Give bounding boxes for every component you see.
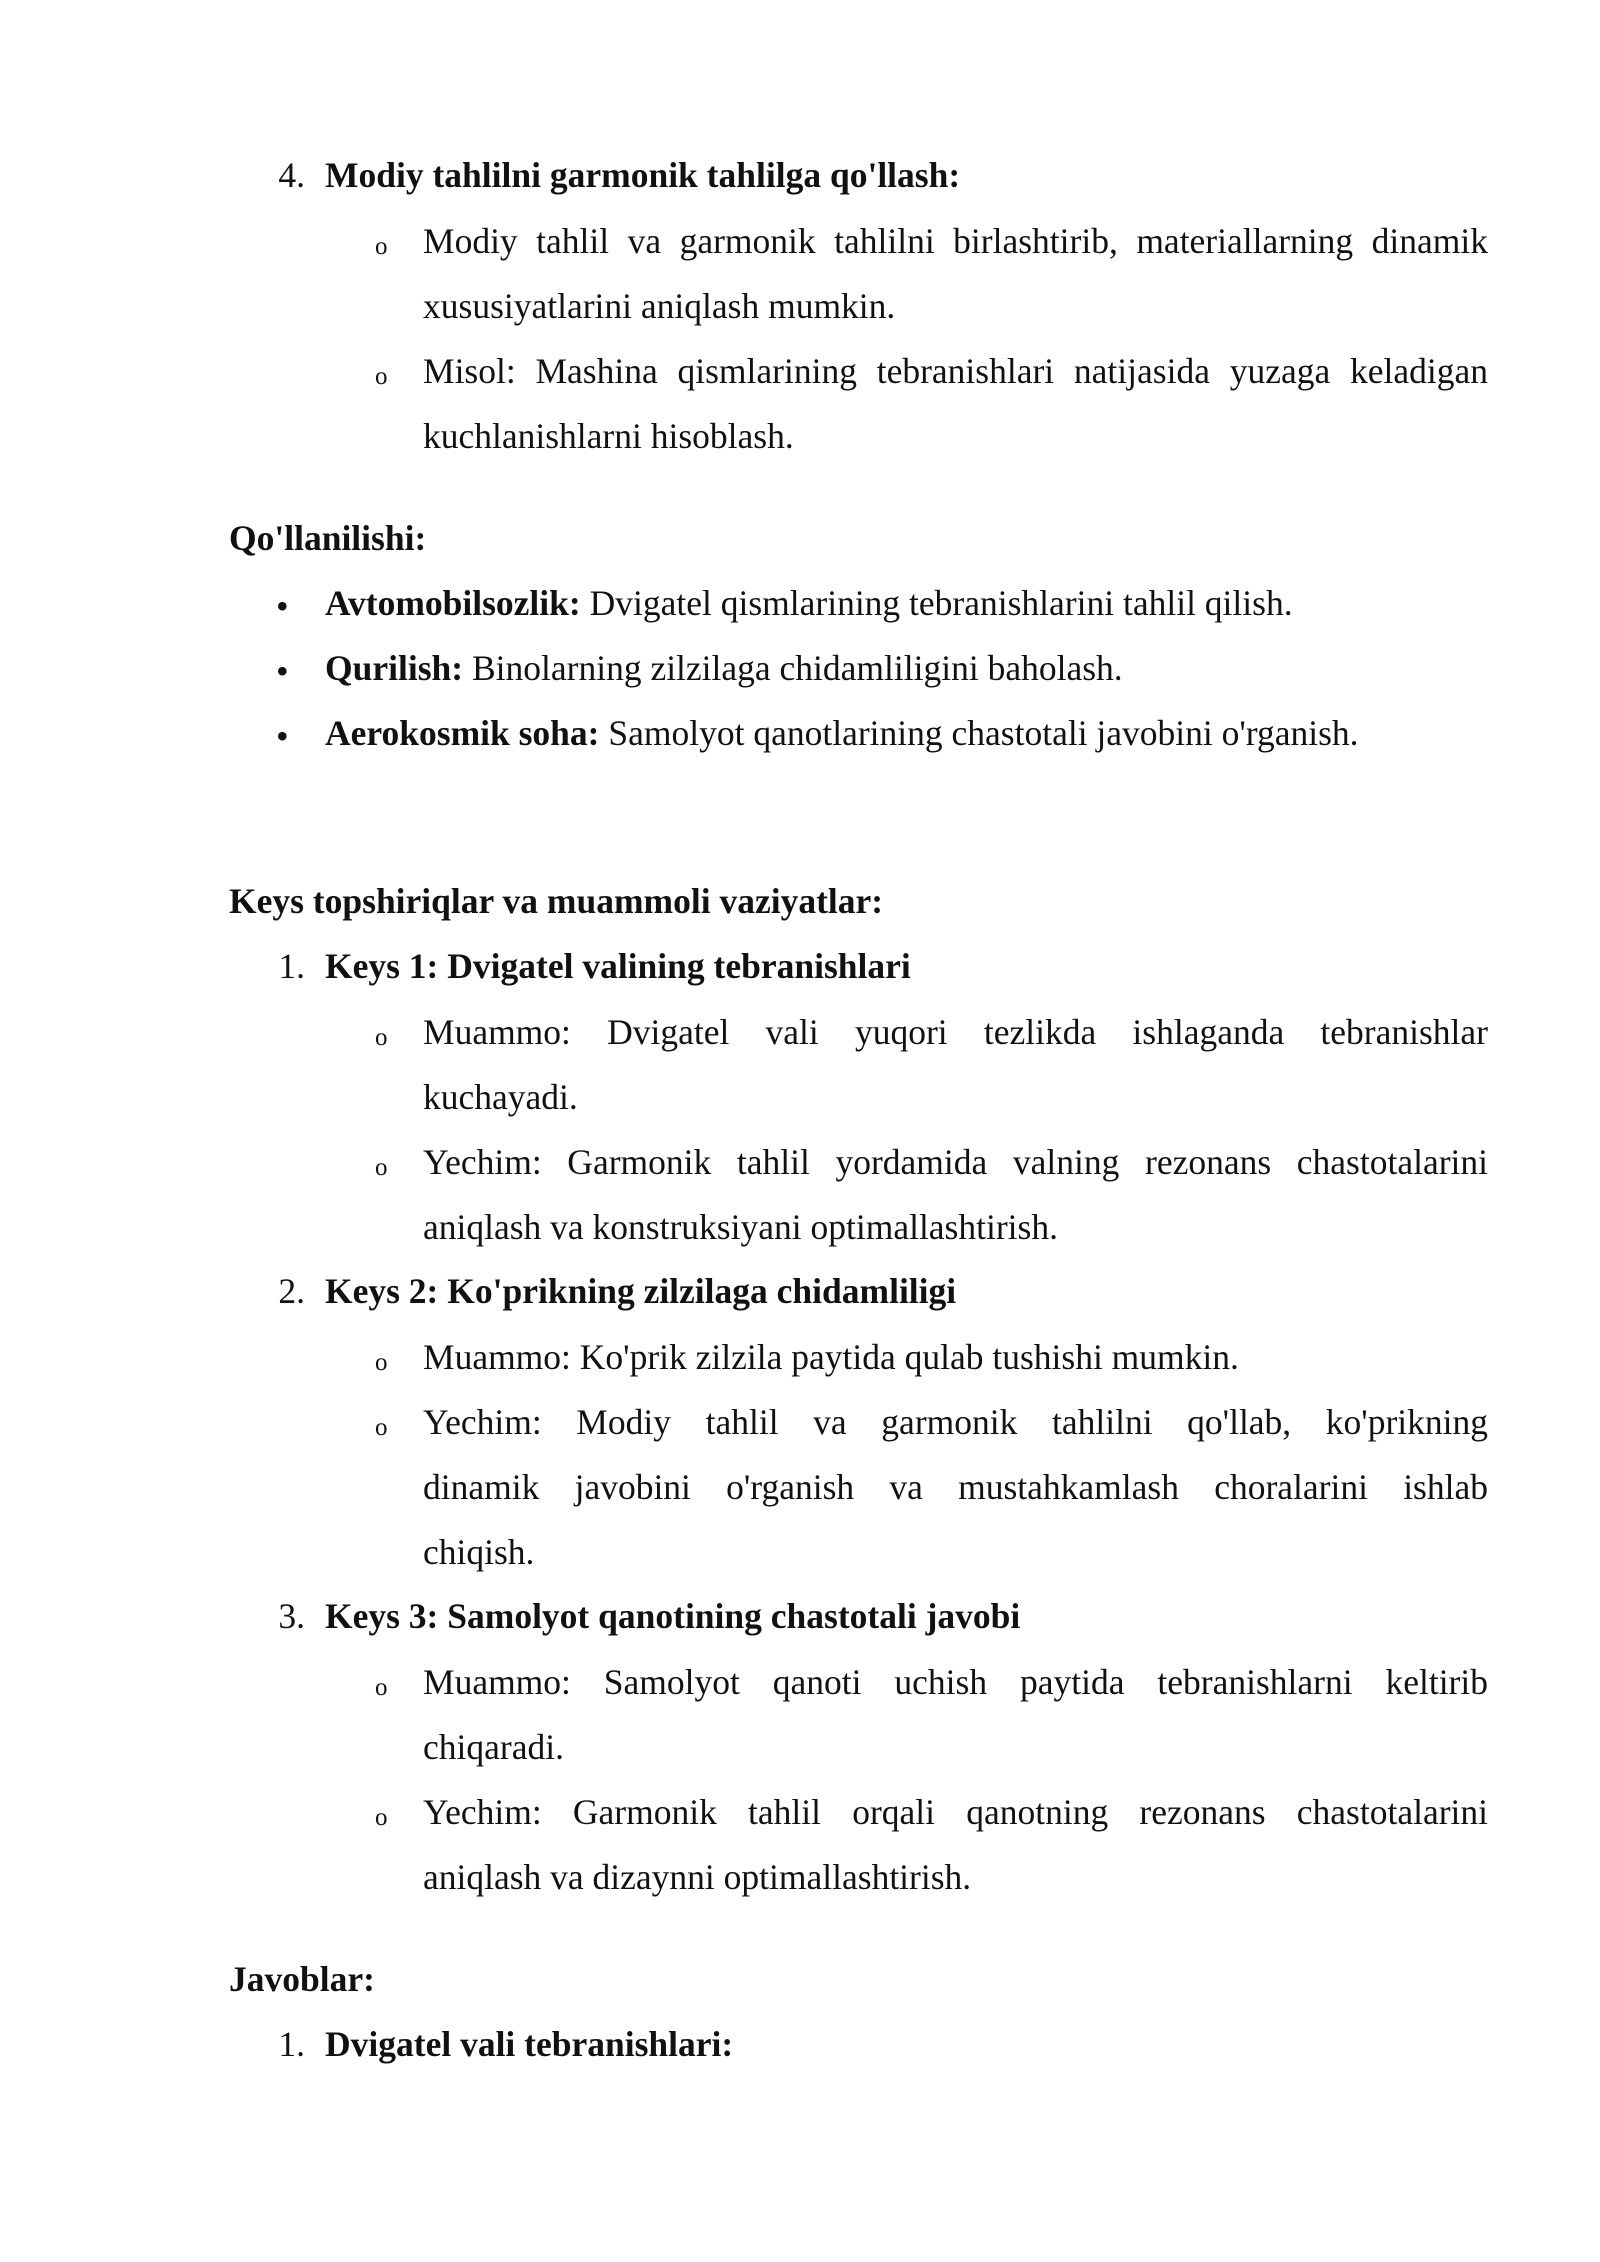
sub-bullet-icon: o [375, 1349, 388, 1376]
section-heading: Qo'llanilishi: [229, 518, 427, 558]
list-number: 2. [278, 1271, 305, 1311]
list-item-line: Yechim: Garmonik tahlil orqali qanotning rezonans chastotalarini [423, 1792, 1488, 1832]
bullet-icon: • [276, 716, 289, 756]
list-item [325, 583, 1293, 623]
sub-bullet-icon: o [375, 1674, 388, 1701]
sub-bullet-icon: o [375, 1154, 388, 1181]
list-number: 4. [278, 155, 305, 195]
list-item [325, 713, 1359, 753]
sub-bullet-icon: o [375, 363, 388, 390]
list-item-line: chiqish. [423, 1532, 535, 1572]
list-item-line: Muammo: Samolyot qanoti uchish paytida tebranishlarni keltirib [423, 1662, 1488, 1702]
sub-bullet-icon: o [375, 1414, 388, 1441]
list-item-line: kuchlanishlarni hisoblash. [423, 416, 794, 456]
answer-title: Dvigatel vali tebranishlari: [325, 2024, 734, 2064]
list-number: 3. [278, 1596, 305, 1636]
list-item-line: aniqlash va konstruksiyani optimallashtirish. [423, 1207, 1058, 1247]
list-item-line: xususiyatlarini aniqlash mumkin. [423, 286, 896, 326]
list-item-label: Aerokosmik soha: [325, 713, 600, 753]
bullet-icon: • [276, 586, 289, 626]
sub-bullet-icon: o [375, 1024, 388, 1051]
list-item-line: aniqlash va dizaynni optimallashtirish. [423, 1857, 972, 1897]
section-heading: Keys topshiriqlar va muammoli vaziyatlar: [229, 881, 884, 921]
case-title: Keys 3: Samolyot qanotining chastotali javobi [325, 1596, 1021, 1636]
sub-bullet-icon: o [375, 233, 388, 260]
list-item-line: Yechim: Garmonik tahlil yordamida valning rezonans chastotalarini [423, 1142, 1488, 1182]
list-number: 1. [278, 946, 305, 986]
list-item [325, 648, 1123, 688]
list-item-text: Binolarning zilzilaga chidamliligini baholash. [463, 648, 1123, 688]
list-number: 1. [278, 2024, 305, 2064]
sub-bullet-icon: o [375, 1804, 388, 1831]
list-item-label: Avtomobilsozlik: [325, 583, 581, 623]
list-item-line: chiqaradi. [423, 1727, 564, 1767]
section-title: Modiy tahlilni garmonik tahlilga qo'llash: [325, 155, 961, 195]
list-item-line: Muammo: Ko'prik zilzila paytida qulab tushishi mumkin. [423, 1337, 1239, 1377]
list-item-label: Qurilish: [325, 648, 464, 688]
bullet-icon: • [276, 651, 289, 691]
list-item-line: Misol: Mashina qismlarining tebranishlari natijasida yuzaga keladigan [423, 351, 1488, 391]
case-title: Keys 1: Dvigatel valining tebranishlari [325, 946, 911, 986]
list-item-line: Modiy tahlil va garmonik tahlilni birlashtirib, materiallarning dinamik [423, 221, 1488, 261]
list-item-text: Samolyot qanotlarining chastotali javobini o'rganish. [599, 713, 1359, 753]
section-heading: Javoblar: [229, 1959, 375, 1999]
list-item-text: Dvigatel qismlarining tebranishlarini tahlil qilish. [580, 583, 1293, 623]
list-item-line: dinamik javobini o'rganish va mustahkamlash choralarini ishlab [423, 1467, 1488, 1507]
list-item-line: kuchayadi. [423, 1077, 578, 1117]
list-item-line: Yechim: Modiy tahlil va garmonik tahlilni qo'llab, ko'prikning [423, 1402, 1488, 1442]
list-item-line: Muammo: Dvigatel vali yuqori tezlikda ishlaganda tebranishlar [423, 1012, 1488, 1052]
case-title: Keys 2: Ko'prikning zilzilaga chidamliligi [325, 1271, 957, 1311]
